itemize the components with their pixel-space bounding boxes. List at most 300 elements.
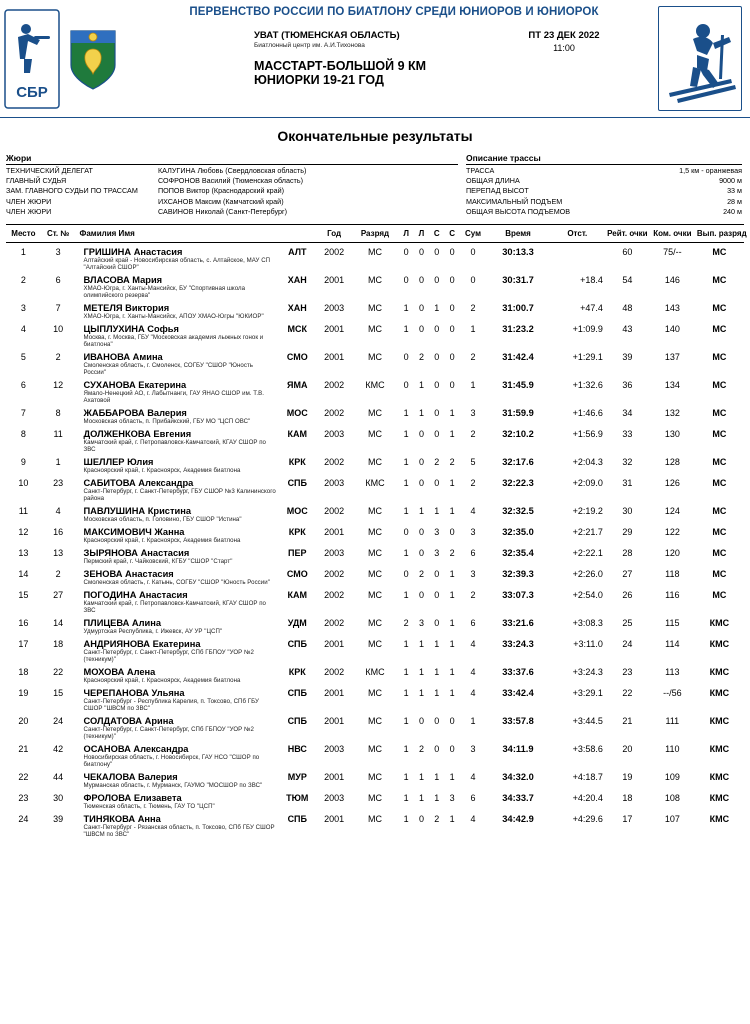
cell-rating-points: 21	[622, 716, 633, 727]
cell-rating-points: 28	[622, 548, 633, 559]
cell-rating-points: 23	[622, 667, 633, 678]
table-row[interactable]	[6, 614, 744, 635]
athlete-club: Красноярский край, г. Красноярск, Академия биатлона	[83, 537, 241, 545]
cell-penalty-2: 1	[418, 793, 424, 804]
cell-rating-points: 17	[622, 814, 633, 825]
cell-rank: МС	[367, 506, 382, 517]
course-value: 28 м	[727, 196, 742, 206]
col-penalty-1: Л	[398, 225, 413, 243]
cell-penalty-4: 0	[449, 352, 455, 363]
cell-time: 34:42.9	[502, 814, 534, 825]
cell-team: ХАН	[287, 275, 307, 286]
athlete-name: ОСАНОВА Александра	[83, 744, 189, 755]
cell-rank: МС	[367, 618, 382, 629]
course-value: 1,5 км - оранжевая	[679, 166, 742, 175]
table-row[interactable]	[6, 768, 744, 789]
jury-role: ГЛАВНЫЙ СУДЬЯ	[6, 176, 67, 186]
cell-cup-points: 132	[664, 408, 680, 419]
cell-rank: МС	[367, 569, 382, 580]
cell-done-rank: МС	[712, 247, 727, 258]
results-table-body	[6, 243, 744, 839]
cell-behind: +4:20.4	[572, 793, 603, 804]
cell-penalty-3: 1	[434, 667, 440, 678]
athlete-club: Москва, г. Москва, ГБУ "Московская академия лыжных гонок и биатлона"	[83, 334, 264, 349]
cell-penalty-1: 0	[403, 247, 409, 258]
cell-team: УДМ	[287, 618, 307, 629]
cell-penalty-1: 1	[403, 667, 409, 678]
cell-time: 33:57.8	[502, 716, 534, 727]
athlete-club: Московская область, п. Прибайкский, ГБУ МО "ЦСП ОВС"	[83, 418, 251, 426]
cell-penalty-sum: 1	[470, 324, 476, 335]
cell-rank: МС	[367, 590, 382, 601]
table-row[interactable]	[6, 586, 744, 614]
cell-place: 21	[18, 744, 29, 755]
jury-role: ЗАМ. ГЛАВНОГО СУДЬИ ПО ТРАССАМ	[6, 186, 138, 196]
cell-rank: МС	[367, 247, 382, 258]
venue-block	[136, 30, 482, 87]
cell-bib: 27	[53, 590, 64, 601]
cell-penalty-1: 0	[403, 527, 409, 538]
cell-time: 33:37.6	[502, 667, 534, 678]
cell-penalty-sum: 3	[470, 744, 476, 755]
cell-team: АЛТ	[288, 247, 307, 258]
cell-penalty-2: 0	[418, 247, 424, 258]
athlete-club: Алтайский край - Новосибирская область, с. Алтайское, МАУ СП "Алтайский СШОР"	[83, 257, 271, 272]
cell-year: 2003	[324, 429, 345, 440]
cell-penalty-4: 1	[449, 408, 455, 419]
cell-athlete	[80, 502, 278, 523]
table-row[interactable]	[6, 544, 744, 565]
cell-penalty-sum: 2	[470, 590, 476, 601]
cell-rank: КМС	[365, 478, 385, 489]
cell-done-rank: КМС	[709, 667, 730, 678]
athlete-name: ДОЛЖЕНКОВА Евгения	[83, 429, 192, 440]
cell-time: 32:22.3	[502, 478, 534, 489]
athlete-club: Смоленская область, г. Катынь, СОГБУ "СШОР "Юность России"	[83, 579, 270, 587]
cell-team: СПБ	[287, 814, 307, 825]
cell-penalty-4: 0	[449, 275, 455, 286]
athlete-name: ЦЫПЛУХИНА Софья	[83, 324, 179, 335]
cell-bib: 13	[53, 548, 64, 559]
table-row[interactable]	[6, 565, 744, 586]
course-panel	[466, 153, 742, 217]
cell-behind	[550, 243, 605, 247]
jury-role: ТЕХНИЧЕСКИЙ ДЕЛЕГАТ	[6, 166, 93, 175]
athlete-club: ХМАО-Югра, г. Ханты-Мансийск, БУ "Спортивная школа олимпийского резерва"	[83, 285, 246, 300]
cell-rating-points: 32	[622, 457, 633, 468]
cell-year: 2001	[324, 688, 345, 699]
cell-cup-points: 111	[665, 716, 680, 727]
table-row[interactable]	[6, 663, 744, 684]
cell-year: 2001	[324, 639, 345, 650]
cell-cup-points: 115	[665, 618, 680, 629]
jury-person: САВИНОВ Николай (Санкт-Петербург)	[158, 206, 287, 216]
event-name: МАССТАРТ-БОЛЬШОЙ 9 КМ ЮНИОРКИ 19-21 ГОД	[254, 59, 427, 87]
cell-time: 31:00.7	[502, 303, 534, 314]
table-row[interactable]	[6, 740, 744, 768]
table-row[interactable]	[6, 425, 744, 453]
cell-done-rank: МС	[712, 569, 727, 580]
cell-time: 31:42.4	[502, 352, 534, 363]
table-row[interactable]	[6, 376, 744, 404]
cell-year: 2002	[324, 590, 345, 601]
cell-place: 1	[20, 247, 26, 258]
cell-behind: +3:24.3	[572, 667, 603, 678]
athlete-name: МЕТЕЛЯ Виктория	[83, 303, 170, 314]
athlete-club: Пермский край, г. Чайковский, КГБУ "СШОР "Старт"	[83, 558, 233, 566]
cell-penalty-3: 0	[434, 478, 440, 489]
cell-time: 32:32.5	[502, 506, 534, 517]
cell-rank: МС	[367, 527, 382, 538]
cell-cup-points: 137	[664, 352, 680, 363]
cell-behind: +4:18.7	[572, 772, 603, 783]
cell-behind: +4:29.6	[572, 814, 603, 825]
cell-place: 7	[20, 408, 26, 419]
cell-rank: КМС	[365, 667, 385, 678]
cell-rank: МС	[367, 303, 382, 314]
athlete-name: ВЛАСОВА Мария	[83, 275, 163, 286]
cell-year: 2002	[324, 380, 345, 391]
cell-rank: МС	[367, 548, 382, 559]
header-row	[6, 225, 744, 243]
cell-done-rank: МС	[712, 590, 727, 601]
jury-row	[6, 197, 458, 207]
table-row[interactable]	[6, 789, 744, 810]
cell-behind: +3:58.6	[572, 744, 603, 755]
cell-penalty-1: 1	[403, 814, 409, 825]
cell-rank: КМС	[365, 380, 385, 391]
cell-penalty-sum: 0	[470, 275, 476, 286]
cell-rank: МС	[367, 772, 382, 783]
cell-done-rank: КМС	[709, 793, 730, 804]
course-value: 9000 м	[719, 176, 742, 186]
cell-penalty-1: 1	[403, 716, 409, 727]
table-row[interactable]	[6, 523, 744, 544]
cell-penalty-2: 2	[418, 569, 424, 580]
cell-athlete	[80, 453, 278, 474]
cell-done-rank: МС	[712, 324, 727, 335]
cell-penalty-1: 0	[403, 352, 409, 363]
cell-place: 8	[20, 429, 26, 440]
table-row[interactable]	[6, 320, 744, 348]
cell-rank: МС	[367, 408, 382, 419]
col-penalty-4: С	[444, 225, 459, 243]
cell-cup-points: 124	[664, 506, 680, 517]
cell-rating-points: 19	[622, 772, 633, 783]
cell-bib: 18	[53, 639, 64, 650]
cell-time: 31:45.9	[502, 380, 534, 391]
cell-penalty-3: 0	[434, 744, 440, 755]
cell-time: 32:39.3	[502, 569, 534, 580]
jury-role: ЧЛЕН ЖЮРИ	[6, 196, 52, 206]
cell-year: 2002	[324, 618, 345, 629]
cell-penalty-sum: 2	[470, 478, 476, 489]
athlete-name: АНДРИЯНОВА Екатерина	[83, 639, 201, 650]
cell-penalty-sum: 2	[470, 429, 476, 440]
cell-cup-points: 128	[664, 457, 680, 468]
event-time: 11:00	[553, 43, 575, 53]
cell-done-rank: МС	[712, 352, 727, 363]
cell-penalty-3: 3	[434, 548, 440, 559]
cell-penalty-3: 0	[434, 429, 440, 440]
cell-bib: 24	[53, 716, 64, 727]
cell-penalty-2: 0	[418, 478, 424, 489]
cell-time: 30:31.7	[502, 275, 534, 286]
table-row[interactable]	[6, 635, 744, 663]
cell-done-rank: КМС	[709, 814, 730, 825]
cell-rating-points: 31	[622, 478, 633, 489]
cell-penalty-4: 1	[449, 814, 455, 825]
col-year: Год	[317, 225, 352, 243]
jury-heading: Жюри	[6, 153, 458, 165]
jury-row	[6, 186, 458, 196]
cell-penalty-2: 0	[418, 457, 424, 468]
athlete-club: Новосибирская область, г. Новосибирск, ГАУ НСО "СШОР по биатлону"	[83, 754, 260, 769]
cell-penalty-sum: 4	[470, 639, 476, 650]
cell-year: 2002	[324, 667, 345, 678]
course-row	[466, 176, 742, 186]
cell-year: 2001	[324, 352, 345, 363]
cell-penalty-3: 1	[434, 303, 440, 314]
col-behind: Отст.	[550, 225, 605, 243]
cell-done-rank: МС	[712, 457, 727, 468]
cell-penalty-3: 0	[434, 408, 440, 419]
cell-penalty-2: 0	[418, 814, 424, 825]
federation-logo-text: СБР	[16, 83, 48, 101]
table-row[interactable]	[6, 474, 744, 502]
cell-bib: 30	[53, 793, 64, 804]
cell-team: ПЕР	[288, 548, 307, 559]
cell-rating-points: 60	[622, 247, 633, 258]
cell-place: 2	[20, 275, 26, 286]
cell-penalty-2: 0	[418, 303, 424, 314]
cell-penalty-4: 0	[449, 527, 455, 538]
table-row[interactable]	[6, 810, 744, 838]
jury-row	[6, 166, 458, 176]
cell-rating-points: 39	[622, 352, 633, 363]
col-penalty-3: С	[429, 225, 444, 243]
cell-penalty-2: 0	[418, 548, 424, 559]
results-table-head	[6, 225, 747, 243]
cell-penalty-sum: 6	[470, 793, 476, 804]
cell-behind: +3:08.3	[572, 618, 603, 629]
athlete-club: Красноярский край, г. Красноярск, Академия биатлона	[83, 467, 241, 475]
cell-team: СМО	[286, 352, 308, 363]
athlete-club: Смоленская область, г. Смоленск, СОГБУ "СШОР "Юность России"	[83, 362, 254, 377]
cell-penalty-1: 1	[403, 457, 409, 468]
cell-behind: +2:54.0	[572, 590, 603, 601]
cell-bib: 22	[53, 667, 64, 678]
cell-behind: +47.4	[580, 303, 603, 314]
cell-year: 2002	[324, 247, 345, 258]
cell-behind: +1:32.6	[572, 380, 603, 391]
cell-cup-points: 118	[665, 569, 680, 580]
cell-time: 31:23.2	[502, 324, 534, 335]
col-team	[278, 225, 317, 243]
cell-done-rank: МС	[712, 527, 727, 538]
cell-done-rank: КМС	[709, 744, 730, 755]
jury-row	[6, 176, 458, 186]
cell-rating-points: 34	[622, 408, 633, 419]
cell-penalty-1: 1	[403, 478, 409, 489]
cell-behind: +2:19.2	[572, 506, 603, 517]
table-row[interactable]	[6, 348, 744, 376]
cell-time: 34:33.7	[502, 793, 534, 804]
cell-penalty-2: 1	[418, 639, 424, 650]
cell-team: НВС	[287, 744, 307, 755]
athlete-club: Санкт-Петербург, г. Санкт-Петербург, ГБУ СШОР №3 Калининского района	[83, 488, 276, 503]
cell-penalty-4: 0	[449, 744, 455, 755]
cell-athlete	[80, 684, 278, 712]
col-rank: Разряд	[351, 225, 398, 243]
cell-place: 10	[18, 478, 29, 489]
cell-done-rank: КМС	[709, 618, 730, 629]
jury-row	[6, 207, 458, 217]
cell-penalty-3: 1	[434, 639, 440, 650]
cell-cup-points: 116	[665, 590, 680, 601]
athlete-name: ГРИШИНА Анастасия	[83, 247, 183, 258]
cell-penalty-4: 3	[449, 793, 455, 804]
athlete-name: ФРОЛОВА Елизавета	[83, 793, 182, 804]
col-name: Фамилия Имя	[76, 225, 278, 243]
cell-athlete	[80, 810, 278, 838]
cell-cup-points: 108	[664, 793, 680, 804]
col-bib: Ст. №	[41, 225, 76, 243]
athlete-name: СУХАНОВА Екатерина	[83, 380, 187, 391]
cell-behind: +2:22.1	[572, 548, 603, 559]
cell-behind: +3:29.1	[572, 688, 603, 699]
cell-cup-points: 113	[665, 667, 680, 678]
cell-athlete	[80, 348, 278, 376]
cell-penalty-3: 0	[434, 380, 440, 391]
table-row[interactable]	[6, 299, 744, 320]
cell-year: 2001	[324, 324, 345, 335]
cell-rating-points: 20	[622, 744, 633, 755]
cell-bib: 15	[53, 688, 64, 699]
cell-place: 15	[18, 590, 29, 601]
cell-penalty-4: 0	[449, 716, 455, 727]
cell-behind: +3:44.5	[572, 716, 603, 727]
cell-year: 2003	[324, 744, 345, 755]
course-row	[466, 186, 742, 196]
cell-team: КРК	[288, 527, 306, 538]
athlete-club: Мурманская область, г. Мурманск, ГАУМО "МОСШОР по ЗВС"	[83, 782, 263, 790]
cell-penalty-sum: 6	[470, 618, 476, 629]
cell-done-rank: МС	[712, 303, 727, 314]
cell-penalty-sum: 4	[470, 772, 476, 783]
cell-bib: 11	[53, 429, 63, 440]
athlete-name: МАКСИМОВИЧ Жанна	[83, 527, 185, 538]
table-row[interactable]	[6, 453, 744, 474]
athlete-name: ЗЫРЯНОВА Анастасия	[83, 548, 190, 559]
cell-cup-points: 109	[664, 772, 680, 783]
athlete-club: Красноярский край, г. Красноярск, Академия биатлона	[83, 677, 241, 685]
cell-athlete	[80, 565, 278, 586]
athlete-club: Удмуртская Республика, г. Ижевск, АУ УР "ЦСП"	[83, 628, 223, 636]
cell-bib: 16	[53, 527, 64, 538]
cell-athlete	[80, 614, 278, 635]
cell-year: 2001	[324, 275, 345, 286]
cell-bib: 14	[53, 618, 64, 629]
table-row[interactable]	[6, 712, 744, 740]
cell-penalty-1: 1	[403, 793, 409, 804]
cell-place: 13	[18, 548, 29, 559]
table-row[interactable]	[6, 404, 744, 425]
athlete-name: ЗЕНОВА Анастасия	[83, 569, 174, 580]
cell-cup-points: --/56	[663, 688, 682, 699]
cell-rating-points: 33	[622, 429, 633, 440]
cell-place: 16	[18, 618, 29, 629]
cell-time: 32:35.4	[502, 548, 534, 559]
cell-behind: +2:09.0	[572, 478, 603, 489]
cell-cup-points: 143	[664, 303, 680, 314]
cell-penalty-2: 1	[418, 667, 424, 678]
cell-time: 33:24.3	[502, 639, 534, 650]
table-row[interactable]	[6, 684, 744, 712]
cell-done-rank: КМС	[709, 639, 730, 650]
cell-year: 2002	[324, 408, 345, 419]
table-row[interactable]	[6, 502, 744, 523]
cell-rank: МС	[367, 744, 382, 755]
cell-rating-points: 22	[622, 688, 633, 699]
cell-rating-points: 25	[622, 618, 633, 629]
cell-penalty-4: 0	[449, 380, 455, 391]
cell-penalty-4: 1	[449, 506, 455, 517]
course-key: ОБЩАЯ ВЫСОТА ПОДЪЕМОВ	[466, 206, 571, 216]
cell-team: ХАН	[287, 303, 307, 314]
cell-bib: 3	[55, 247, 61, 258]
competition-title: ПЕРВЕНСТВО РОССИИ ПО БИАТЛОНУ СРЕДИ ЮНИОРОВ И ЮНИОРОК	[189, 6, 599, 18]
cell-cup-points: 134	[664, 380, 680, 391]
cell-athlete	[80, 243, 278, 271]
header-titles	[122, 0, 658, 117]
cell-year: 2003	[324, 478, 345, 489]
col-done-rank: Вып. разряд	[695, 225, 744, 243]
document-header	[0, 0, 750, 118]
col-penalty-2: Л	[414, 225, 429, 243]
cell-time: 33:07.3	[502, 590, 534, 601]
date-block	[482, 30, 652, 53]
cell-penalty-4: 1	[449, 667, 455, 678]
cell-behind: +1:29.1	[572, 352, 603, 363]
cell-penalty-1: 0	[403, 569, 409, 580]
cell-rating-points: 30	[622, 506, 633, 517]
cell-penalty-1: 1	[403, 506, 409, 517]
athlete-club: Санкт-Петербург - Республика Карелия, п. Токсово, СПб ГБУ СШОР "ШВСМ по ЗВС"	[83, 698, 259, 713]
cell-time: 32:35.0	[502, 527, 534, 538]
cell-team: ТЮМ	[286, 793, 309, 804]
cell-penalty-2: 2	[418, 744, 424, 755]
cell-penalty-3: 2	[434, 457, 440, 468]
cell-athlete	[80, 376, 278, 404]
table-row[interactable]	[6, 271, 744, 299]
cell-place: 19	[18, 688, 29, 699]
cell-athlete	[80, 425, 278, 453]
table-row[interactable]	[6, 243, 744, 272]
cell-rank: МС	[367, 639, 382, 650]
cell-athlete	[80, 299, 278, 320]
cell-penalty-3: 1	[434, 772, 440, 783]
cell-year: 2001	[324, 527, 345, 538]
cell-behind: +1:46.6	[572, 408, 603, 419]
cell-penalty-4: 1	[449, 590, 455, 601]
cell-penalty-1: 0	[403, 275, 409, 286]
cell-athlete	[80, 320, 278, 348]
athlete-club: Санкт-Петербург - Рязанская область, п. Токсово, СПб ГБУ СШОР "ШВСМ по ЗВС"	[83, 824, 275, 839]
cell-behind: +2:21.7	[572, 527, 603, 538]
cell-rating-points: 48	[622, 303, 633, 314]
cell-done-rank: МС	[712, 380, 727, 391]
